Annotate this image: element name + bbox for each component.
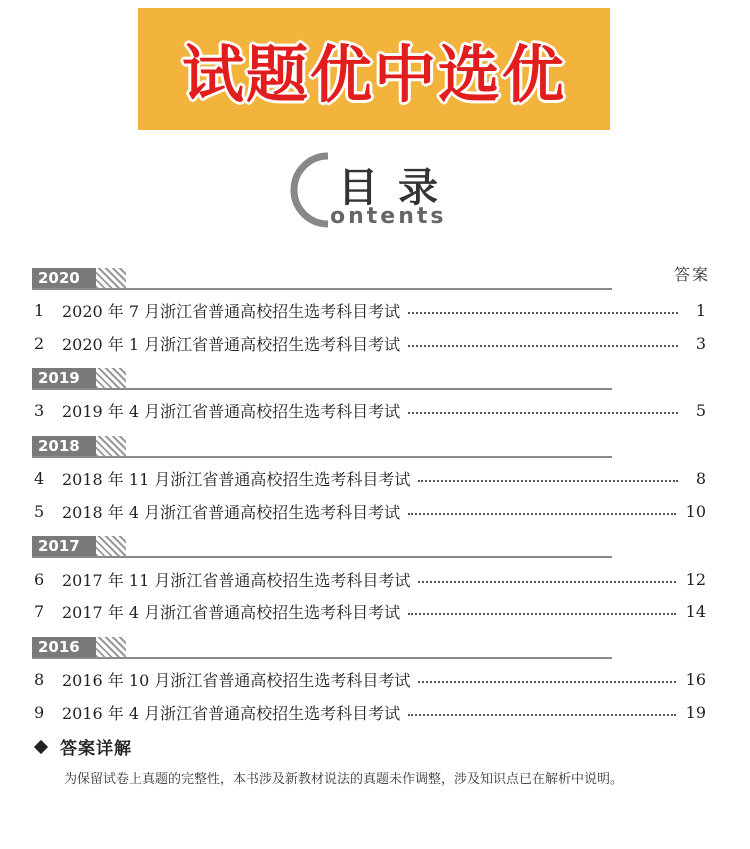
leader-dots — [408, 714, 675, 716]
entry-page: 10 — [685, 501, 706, 521]
toc-entry[interactable] — [34, 567, 706, 591]
toc-entry[interactable] — [34, 398, 706, 422]
answer-column-label: 答案 — [674, 265, 711, 284]
banner-title: 试题优中选优 — [181, 37, 566, 111]
divider — [32, 556, 612, 558]
leader-dots — [408, 412, 678, 414]
toc-title-en: ontents — [330, 204, 447, 229]
year-header-2016 — [32, 637, 612, 659]
entry-title: 2018 年 11 月浙江省普通高校招生选考科目考试 — [62, 469, 411, 489]
entry-number: 3 — [34, 400, 45, 420]
entry-number: 6 — [34, 569, 45, 589]
entry-number: 1 — [34, 300, 45, 320]
toc-header — [280, 150, 480, 230]
divider — [32, 657, 612, 659]
entry-title: 2020 年 1 月浙江省普通高校招生选考科目考试 — [62, 334, 401, 354]
year-header-2019 — [32, 368, 612, 390]
year-label: 2016 — [32, 637, 96, 657]
toc-entry[interactable] — [34, 466, 706, 490]
year-label: 2018 — [32, 436, 96, 456]
entry-title: 2016 年 10 月浙江省普通高校招生选考科目考试 — [62, 670, 411, 690]
year-header-2020 — [32, 268, 612, 290]
entry-title: 2017 年 11 月浙江省普通高校招生选考科目考试 — [62, 570, 411, 590]
leader-dots — [408, 513, 675, 515]
toc-entry[interactable] — [34, 298, 706, 322]
leader-dots — [418, 581, 675, 583]
leader-dots — [408, 312, 678, 314]
leader-dots — [418, 480, 678, 482]
entry-page: 5 — [695, 400, 706, 420]
entry-number: 4 — [34, 468, 45, 488]
entry-title: 2018 年 4 月浙江省普通高校招生选考科目考试 — [62, 502, 401, 522]
entry-title: 2016 年 4 月浙江省普通高校招生选考科目考试 — [62, 703, 401, 723]
entry-page: 16 — [685, 669, 706, 689]
stripe-decoration — [96, 268, 126, 288]
toc-entry[interactable] — [34, 331, 706, 355]
entry-number: 7 — [34, 601, 45, 621]
year-label: 2020 — [32, 268, 96, 288]
toc-entry[interactable] — [34, 499, 706, 523]
stripe-decoration — [96, 637, 126, 657]
toc-title-cn: 目录 — [338, 165, 458, 211]
stripe-decoration — [96, 536, 126, 556]
leader-dots — [418, 681, 675, 683]
stripe-decoration — [96, 436, 126, 456]
entry-page: 1 — [695, 300, 706, 320]
entry-title: 2017 年 4 月浙江省普通高校招生选考科目考试 — [62, 602, 401, 622]
entry-page: 8 — [695, 468, 706, 488]
entry-page: 19 — [685, 702, 706, 722]
entry-page: 12 — [685, 569, 706, 589]
answers-note: 为保留试卷上真题的完整性，本书涉及新教材说法的真题未作调整，涉及知识点已在解析中说明。 — [64, 772, 624, 787]
entry-number: 2 — [34, 333, 45, 353]
divider — [32, 456, 612, 458]
leader-dots — [408, 613, 675, 615]
entry-number: 8 — [34, 669, 45, 689]
entry-number: 9 — [34, 702, 45, 722]
answers-section-header — [36, 734, 132, 759]
toc-entry[interactable] — [34, 599, 706, 623]
year-header-2017 — [32, 536, 612, 558]
divider — [32, 288, 612, 290]
toc-entry[interactable] — [34, 667, 706, 691]
entry-page: 14 — [685, 601, 706, 621]
leader-dots — [408, 345, 678, 347]
year-label: 2019 — [32, 368, 96, 388]
answers-title: 答案详解 — [60, 739, 132, 759]
banner — [138, 8, 610, 130]
entry-title: 2019 年 4 月浙江省普通高校招生选考科目考试 — [62, 401, 401, 421]
entry-title: 2020 年 7 月浙江省普通高校招生选考科目考试 — [62, 301, 401, 321]
entry-page: 3 — [695, 333, 706, 353]
stripe-decoration — [96, 368, 126, 388]
year-label: 2017 — [32, 536, 96, 556]
year-header-2018 — [32, 436, 612, 458]
divider — [32, 388, 612, 390]
toc-entry[interactable] — [34, 700, 706, 724]
diamond-icon — [34, 739, 48, 753]
entry-number: 5 — [34, 501, 45, 521]
